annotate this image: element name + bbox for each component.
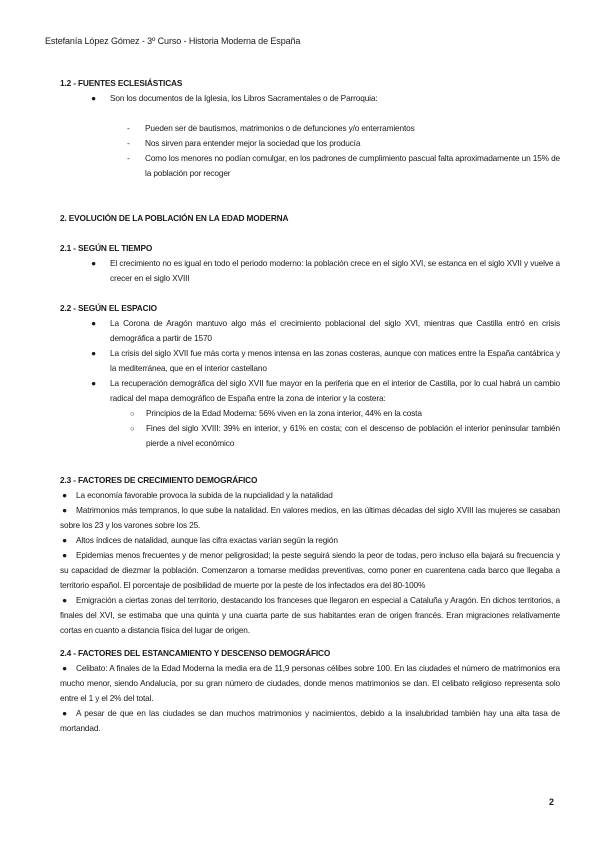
page-number: 2	[549, 797, 555, 807]
page-content	[60, 76, 560, 736]
section-title-2-4: 2.4 - FACTORES DEL ESTANCAMIENTO Y DESCENSO DEMOGRÁFICO	[60, 648, 331, 658]
list-item: ● Celibato: A finales de la Edad Moderna la media era de 11,9 personas célibes sobre 100. En las ciudades el número de matrimonios era mucho menor, siendo Andalucía, por su gran número de ciudades, donde menos matrimonios se dan. El celibato religioso representa solo entre el 1 y el 2% del total.	[60, 663, 560, 703]
bullet-icon: ●	[62, 490, 67, 500]
page-header: Estefanía López Gómez - 3º Curso - Historia Moderna de España	[45, 36, 301, 46]
section-title-2-3: 2.3 - FACTORES DE CRECIMIENTO DEMOGRÁFICO	[60, 475, 258, 485]
section-title-2: 2. EVOLUCIÓN DE LA POBLACIÓN EN LA EDAD MODERNA	[60, 213, 289, 223]
list-item: ● Son los documentos de la Iglesia, los Libros Sacramentales o de Parroquia:	[60, 91, 560, 106]
dash-icon: -	[127, 138, 130, 148]
list-item: - Como los menores no podían comulgar, en los padrones de cumplimiento pascual falta aproximadamente un 15% de la población por recoger	[127, 153, 560, 178]
list-item: ● La recuperación demográfica del siglo XVII fue mayor en la periferia que en el interior de Castilla, por lo cual habrá un cambio radical del mapa demográfico de España entre la zona de interior y la costera:	[91, 378, 560, 403]
circle-icon: ○	[130, 409, 135, 418]
dash-icon: -	[127, 123, 130, 133]
list-item: ● Epidemias menos frecuentes y de menor peligrosidad; la peste seguirá siendo la peor de todas, pero incluso ella bajará su frecuencia y su capacidad de diezmar la población. Comenzaron a tomarse medidas preventivas, como poner en cuarentena cada barco que llegaba a territorio español. El porcentaje de posibilidad de muerte por la peste de los infectados era del 80-100%	[60, 550, 560, 590]
list-item: ● Altos índices de natalidad, aunque las cifra exactas varían según la región	[60, 533, 560, 548]
bullet-icon: ●	[62, 535, 67, 545]
bullet-icon: ●	[62, 550, 67, 560]
bullet-icon: ●	[62, 663, 67, 673]
list-item: ● La Corona de Aragón mantuvo algo más el crecimiento poblacional del siglo XVI, mientras que Castilla entró en crisis demográfica a partir de 1570	[91, 318, 560, 343]
bullet-icon: ●	[62, 708, 67, 718]
bullet-icon: ●	[91, 348, 96, 358]
list-item: ● La economía favorable provoca la subida de la nupcialidad y la natalidad	[60, 488, 560, 503]
section-title-2-2: 2.2 - SEGÚN EL ESPACIO	[60, 303, 157, 313]
list-item: ● El crecimiento no es igual en todo el periodo moderno: la población crece en el siglo XVI, se estanca en el siglo XVII y vuelve a crecer en el siglo XVIII	[91, 258, 560, 283]
bullet-icon: ●	[91, 318, 96, 328]
section-title-1-2: 1.2 - FUENTES ECLESIÁSTICAS	[60, 78, 183, 88]
section-title-2-1: 2.1 - SEGÚN EL TIEMPO	[60, 243, 153, 253]
bullet-icon: ●	[91, 258, 96, 268]
bullet-icon: ●	[91, 378, 96, 388]
list-item: ○ Fines del siglo XVIII: 39% en interior, y 61% en costa; con el descenso de población el interior peninsular también pierde a nivel económico	[130, 423, 560, 448]
bullet-icon: ●	[62, 595, 67, 605]
bullet-icon: ●	[62, 505, 67, 515]
list-item: - Pueden ser de bautismos, matrimonios o de defunciones y/o enterramientos	[60, 121, 560, 136]
list-item: ● Emigración a ciertas zonas del territorio, destacando los franceses que llegaron en especial a Cataluña y Aragón. En dichos territorios, a finales del XVI, se estimaba que una quinta y una cuarta parte de sus habitantes eran de origen francés. Eran migraciones relativamente cortas en cuanto a distancia física del lugar de origen.	[60, 595, 560, 635]
bullet-icon: ●	[91, 93, 96, 103]
dash-icon: -	[127, 153, 130, 163]
list-item: ● Matrimonios más tempranos, lo que sube la natalidad. En valores medios, en las últimas décadas del siglo XVIII las mujeres se casaban sobre los 23 y los varones sobre los 25.	[60, 505, 560, 530]
list-item: ● La crisis del siglo XVII fue más corta y menos intensa en las zonas costeras, aunque con matices entre la España cantábrica y la mediterránea, que en el interior castellano	[91, 348, 560, 373]
list-item: ○ Principios de la Edad Moderna: 56% viven en la zona interior, 44% en la costa	[60, 406, 560, 421]
list-item: ● A pesar de que en las ciudades se dan muchos matrimonios y nacimientos, debido a la insalubridad también hay una alta tasa de mortandad.	[60, 708, 560, 733]
circle-icon: ○	[130, 424, 135, 433]
list-item: - Nos sirven para entender mejor la sociedad que los producía	[60, 136, 560, 151]
